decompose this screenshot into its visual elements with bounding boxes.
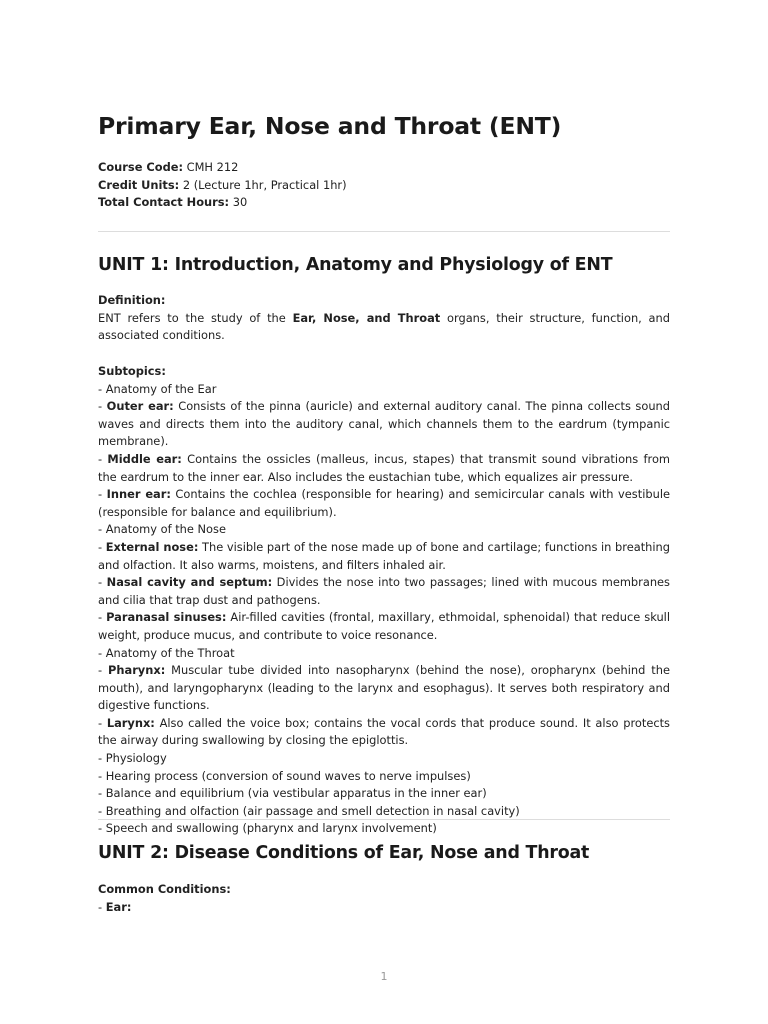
subtopic-term: Outer ear:	[106, 399, 174, 414]
page-number: 1	[380, 970, 388, 983]
definition-highlight: Ear, Nose, and Throat	[292, 310, 441, 325]
list-dash: -	[98, 381, 106, 396]
course-code-label: Course Code:	[98, 160, 184, 174]
subtopics-block	[98, 363, 670, 838]
subtopic-text: Air-filled cavities (frontal, maxillary, ethmoidal, sphenoidal) that reduce skull weight, produce mucus, and contribute to voice resonance.	[98, 610, 670, 642]
subtopic-item	[98, 820, 670, 838]
subtopic-item	[98, 609, 670, 644]
subtopic-text: Anatomy of the Throat	[105, 645, 235, 660]
credit-units-row	[98, 177, 347, 195]
subtopic-term: Paranasal sinuses:	[106, 610, 227, 625]
subtopic-list	[98, 381, 670, 838]
list-dash: -	[98, 663, 109, 678]
document-title: Primary Ear, Nose and Throat (ENT)	[98, 112, 562, 140]
subtopic-text: Hearing process (conversion of sound waves to nerve impulses)	[105, 768, 471, 783]
subtopic-term: Inner ear:	[106, 487, 171, 502]
subtopic-text: The visible part of the nose made up of bone and cartilage; functions in breathing and olfaction. It also warms, moistens, and filters inhaled air.	[98, 539, 671, 572]
subtopic-item	[98, 486, 670, 521]
subtopic-item	[98, 539, 670, 574]
subtopic-item	[98, 803, 670, 821]
subtopic-item	[98, 574, 670, 609]
course-code-value: CMH 212	[183, 160, 239, 174]
subtopic-text: Physiology	[105, 751, 167, 766]
list-dash: -	[98, 899, 106, 914]
subtopic-text: Muscular tube divided into nasopharynx (behind the nose), oropharynx (behind the mouth), and laryngopharynx (leading to the larynx and esophagus). It serves both respiratory and digestive functions.	[98, 663, 670, 713]
common-conditions-block	[98, 881, 670, 916]
subtopic-text: Balance and equilibrium (via vestibular apparatus in the inner ear)	[105, 786, 487, 801]
list-dash: -	[98, 751, 106, 766]
definition-label: Definition:	[98, 293, 166, 307]
subtopic-item	[98, 785, 670, 803]
unit2-heading: UNIT 2: Disease Conditions of Ear, Nose and Throat	[98, 843, 590, 863]
subtopic-term: Larynx:	[106, 715, 155, 730]
list-dash: -	[98, 768, 106, 783]
list-dash: -	[98, 715, 107, 730]
credit-units-value: 2 (Lecture 1hr, Practical 1hr)	[179, 177, 347, 192]
subtopic-term: External nose:	[105, 539, 199, 554]
subtopic-item	[98, 398, 670, 451]
definition-text-start: ENT refers to the study of the	[98, 310, 293, 325]
definition-text	[98, 310, 670, 345]
section-divider	[98, 231, 670, 232]
list-dash: -	[98, 451, 108, 466]
contact-hours-value: 30	[229, 195, 248, 210]
list-dash: -	[98, 803, 106, 818]
ear-conditions-item	[98, 899, 670, 917]
subtopic-term: Middle ear:	[107, 451, 182, 466]
subtopic-term: Nasal cavity and septum:	[106, 575, 273, 590]
subtopic-text: Also called the voice box; contains the vocal cords that produce sound. It also protects the airway during swallowing by closing the epiglottis.	[98, 715, 670, 748]
subtopic-item	[98, 451, 670, 486]
subtopics-label: Subtopics:	[98, 364, 166, 378]
subtopic-text: Anatomy of the Ear	[105, 381, 217, 396]
list-dash: -	[98, 786, 106, 801]
list-dash: -	[98, 610, 107, 625]
definition-text-end: organs, their structure, function, and associated conditions.	[98, 310, 670, 343]
list-dash: -	[98, 399, 107, 414]
credit-units-label: Credit Units:	[98, 177, 180, 192]
contact-hours-label: Total Contact Hours:	[98, 195, 230, 210]
subtopic-text: Breathing and olfaction (air passage and smell detection in nasal cavity)	[105, 803, 520, 818]
list-dash: -	[98, 575, 107, 590]
list-dash: -	[98, 645, 106, 660]
subtopic-item	[98, 381, 670, 399]
section-divider	[98, 819, 670, 820]
subtopic-text: Consists of the pinna (auricle) and external auditory canal. The pinna collects sound waves and directs them into the auditory canal, which channels them to the eardrum (tympanic membrane).	[98, 399, 670, 449]
course-code-row	[98, 159, 347, 177]
subtopic-term: Pharynx:	[108, 663, 166, 678]
list-dash: -	[98, 522, 106, 537]
unit1-heading: UNIT 1: Introduction, Anatomy and Physiology of ENT	[98, 255, 613, 275]
list-dash: -	[98, 487, 107, 502]
list-dash: -	[98, 539, 106, 554]
subtopic-text: Contains the ossicles (malleus, incus, stapes) that transmit sound vibrations from the eardrum to the inner ear. Also includes the eustachian tube, which equalizes air pressure.	[98, 451, 671, 484]
subtopic-item	[98, 521, 670, 539]
subtopic-text: Contains the cochlea (responsible for hearing) and semicircular canals with vestibule (responsible for balance and equilibrium).	[98, 487, 670, 519]
subtopic-item	[98, 715, 670, 750]
common-conditions-label: Common Conditions:	[98, 882, 231, 896]
subtopic-item	[98, 750, 670, 768]
course-info	[98, 159, 347, 212]
list-dash: -	[98, 821, 106, 836]
subtopic-item	[98, 768, 670, 786]
subtopic-item	[98, 645, 670, 663]
subtopic-text: Divides the nose into two passages; lined with mucous membranes and cilia that trap dust and pathogens.	[98, 575, 670, 607]
contact-hours-row	[98, 194, 347, 212]
subtopic-text: Speech and swallowing (pharynx and larynx involvement)	[105, 821, 437, 836]
subtopic-item	[98, 662, 670, 715]
subtopic-text: Anatomy of the Nose	[105, 522, 226, 537]
definition-block	[98, 292, 670, 345]
ear-label: Ear:	[105, 899, 132, 914]
